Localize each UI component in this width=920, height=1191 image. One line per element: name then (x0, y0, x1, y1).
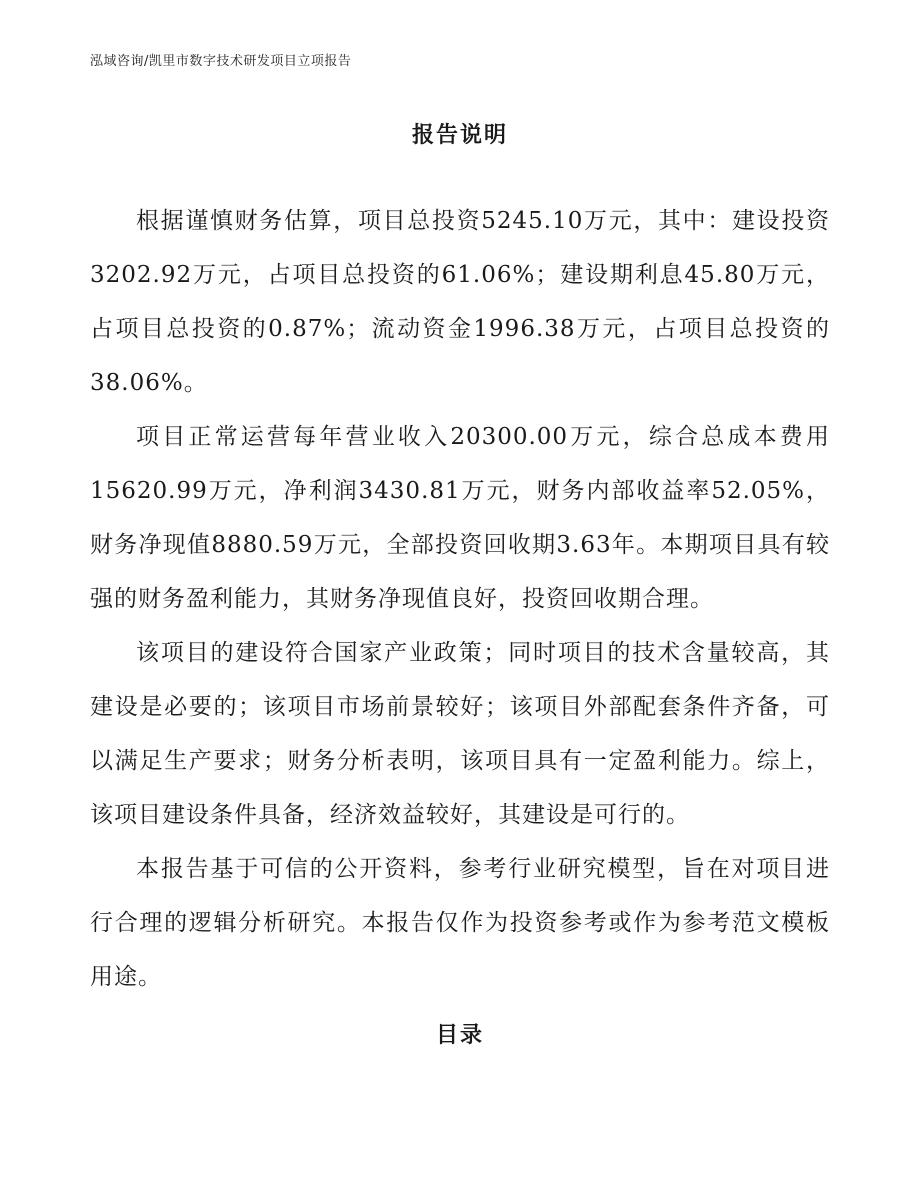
section-title: 报告说明 (411, 123, 508, 148)
paragraph-revenue: 项目正常运营每年营业收入20300.00万元，综合总成本费用15620.99万元，净利润3430.81万元，财务内部收益率52.05%，财务净现值8880.59万元，全部投资回收期3.63年。本期项目具有较强的财务盈利能力，其财务净现值良好，投资回收期合理。 (90, 424, 830, 612)
paragraph-disclaimer: 本报告基于可信的公开资料，参考行业研究模型，旨在对项目进行合理的逻辑分析研究。本报告仅作为投资参考或作为参考范文模板用途。 (90, 856, 830, 990)
paragraph-feasibility: 该项目的建设符合国家产业政策；同时项目的技术含量较高，其建设是必要的；该项目市场前景较好；该项目外部配套条件齐备，可以满足生产要求；财务分析表明，该项目具有一定盈利能力。综上，该项目建设条件具备，经济效益较好，其建设是可行的。 (90, 640, 830, 828)
report-body (90, 194, 830, 1004)
toc-title: 目录 (435, 1023, 484, 1048)
paragraph-investment: 根据谨慎财务估算，项目总投资5245.10万元，其中：建设投资3202.92万元，占项目总投资的61.06%；建设期利息45.80万元，占项目总投资的0.87%；流动资金1996.38万元，占项目总投资的38.06%。 (90, 208, 830, 396)
header-divider (90, 76, 830, 77)
running-header: 泓域咨询/凯里市数字技术研发项目立项报告 (90, 54, 352, 69)
